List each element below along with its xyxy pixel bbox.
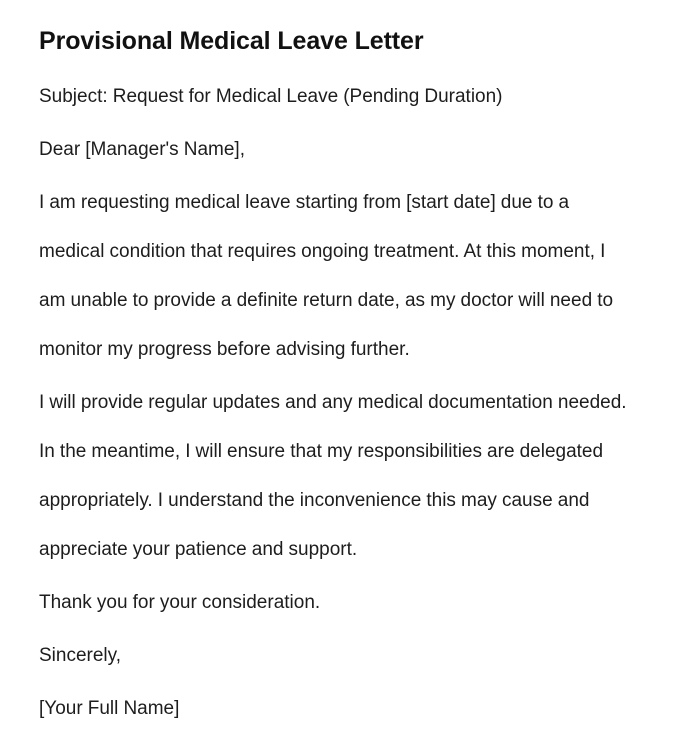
sign-off: Sincerely, [39, 645, 122, 666]
signature-name: [Your Full Name] [39, 698, 180, 719]
body-paragraph-1: I am requesting medical leave starting from [start date] due to a medical condition that requires ongoing treatment. At this moment, I am unable to provide a definite return date, as my doctor will need to monitor my progress before advising further. [39, 192, 614, 360]
page-title: Provisional Medical Leave Letter [39, 27, 424, 55]
subject-line: Subject: Request for Medical Leave (Pending Duration) [39, 86, 503, 107]
closing-thanks: Thank you for your consideration. [39, 592, 321, 613]
salutation: Dear [Manager's Name], [39, 139, 245, 160]
body-paragraph-2: I will provide regular updates and any medical documentation needed. In the meantime, I will ensure that my responsibilities are delegated appropriately. I understand the inconvenience this may cause and appreciate your patience and support. [39, 392, 627, 560]
letter-body [39, 72, 629, 733]
